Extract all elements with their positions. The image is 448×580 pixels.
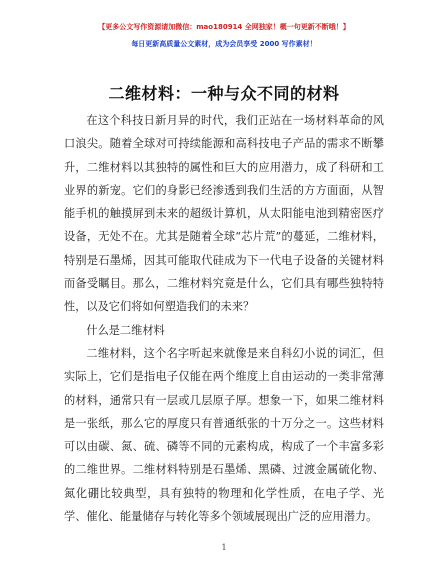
definition-paragraph: 二维材料，这个名字听起来就像是来自科幻小说的词汇，但实际上，它们是指电子仅能在两个维度上自由运动的一类非常薄的材料，通常只有一层或几层原子厚。想象一下，如果二维材料是一张纸，那么它的厚度只有普通纸张的十万分之一。这些材料可以由碳、氮、硫、磷等不同的元素构成，构成了一个丰富多彩的二维世界。二维材料特别是石墨烯、黑磷、过渡金属硫化物、氮化硼比较典型，具有独特的物理和化学性质，在电子学、光学、催化、能量储存与转化等多个领域展现出广泛的应用潜力。: [64, 346, 384, 524]
intro-paragraph: 在这个科技日新月异的时代，我们正站在一场材料革命的风口浪尖。随着全球对可持续能源和高科技电子产品的需求不断攀升，二维材料以其独特的属性和巨大的应用潜力，成了科研和工业界的新宠。它们的身影已经渗透到我们生活的方方面面，从智能手机的触摸屏到未来的超级计算机，从太阳能电池到精密医疗设备，无处不在。尤其是随着全球“芯片荒”的蔓延，二维材料，特别是石墨烯，因其可能取代硅成为下一代电子设备的关键材料而备受瞩目。那么，二维材料究竟是什么，它们具有哪些独特特性，以及它们将如何塑造我们的未来？: [64, 114, 384, 314]
promo-banner-line-2: 每日更新高质量公文素材，成为会员享受 2000 写作素材！: [131, 40, 317, 48]
page-number: 1: [221, 543, 227, 552]
section-heading: 什么是二维材料: [86, 323, 165, 337]
promo-banner-line-1: 【更多公文写作资源请加微信：mao180914 全网独家！概一句更新不断哦！】: [98, 23, 350, 31]
document-title: 二维材料：一种与众不同的材料: [108, 84, 340, 103]
document-body: [64, 109, 384, 528]
